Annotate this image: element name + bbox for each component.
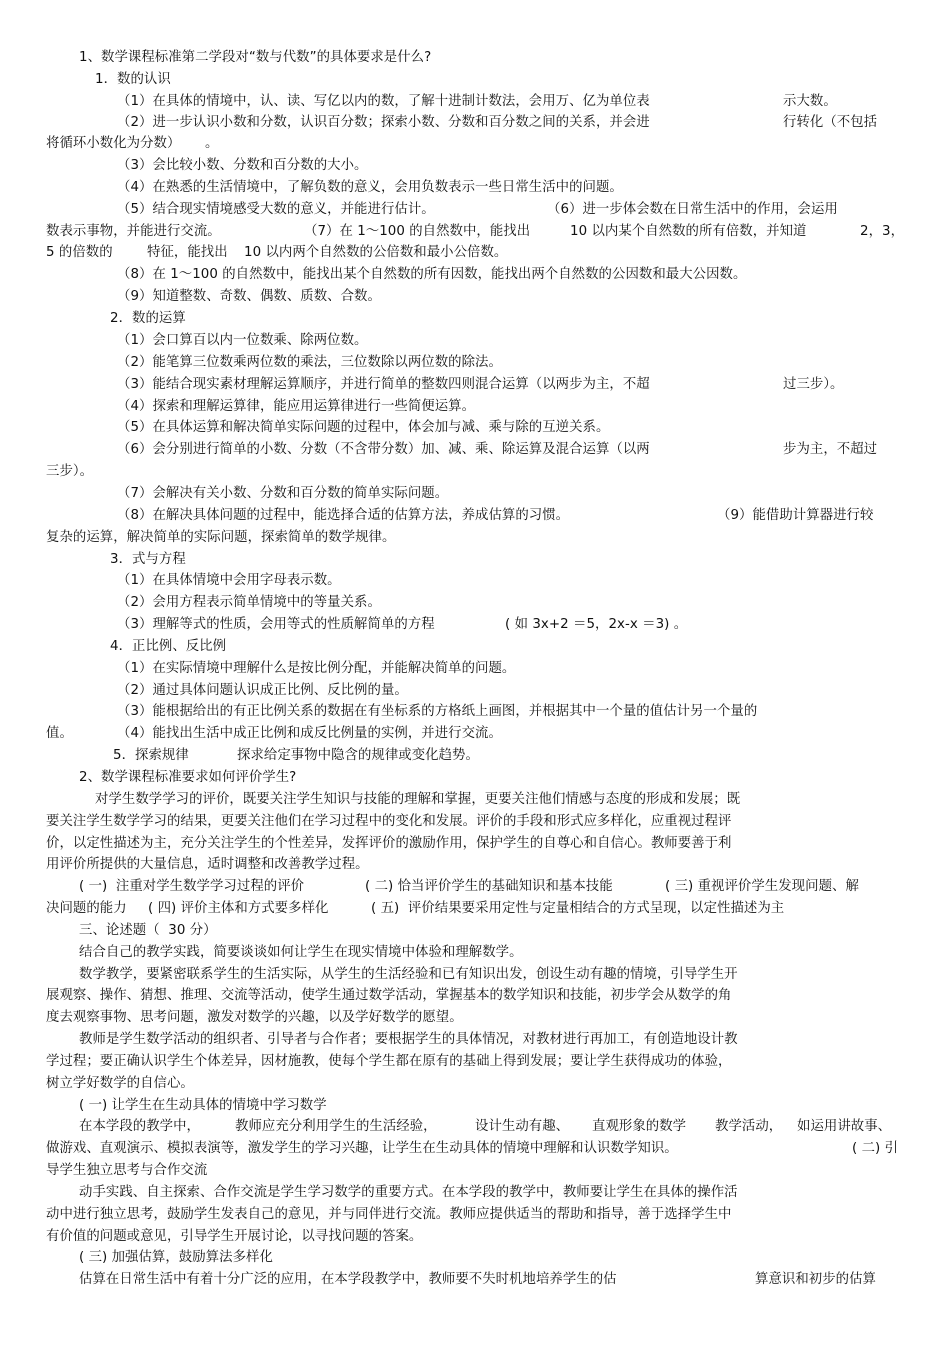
text-line: 如运用讲故事、 <box>797 1119 892 1134</box>
text-line: （7）在 1～100 的自然数中，能找出 <box>304 224 531 239</box>
text-line: 直观形象的数学 <box>592 1119 687 1134</box>
text-line: 过三步）。 <box>783 377 844 392</box>
text-line: （2）能笔算三位数乘两位数的乘法，三位数除以两位数的除法。 <box>117 355 502 370</box>
text-line: 5 的倍数的 <box>46 245 113 260</box>
text-line: （2）会用方程表示简单情境中的等量关系。 <box>117 595 381 610</box>
text-line: （3）会比较小数、分数和百分数的大小。 <box>117 158 368 173</box>
text-line: 特征，能找出 <box>147 245 228 260</box>
paragraph-line: 教师是学生数学活动的组织者、引导者与合作者；要根据学生的具体情况，对教材进行再加工，有创造地设计教 <box>79 1032 738 1047</box>
section-heading: 三、论述题（ 30 分） <box>79 923 217 938</box>
text-line: 行转化（不包括 <box>783 115 878 130</box>
text-line: 值。 <box>46 726 73 741</box>
text-line: （2）进一步认识小数和分数，认识百分数；探索小数、分数和百分数之间的关系，并会进 <box>117 115 650 130</box>
text-line: 数表示事物，并能进行交流。 <box>46 224 221 239</box>
text-line: （1）会口算百以内一位数乘、除两位数。 <box>117 333 368 348</box>
text-line: 设计生动有趣、 <box>475 1119 570 1134</box>
text-line: （8）在解决具体问题的过程中，能选择合适的估算方法，养成估算的习惯。 <box>117 508 570 523</box>
text-line: （3）理解等式的性质，会用等式的性质解简单的方程 <box>117 617 435 632</box>
text-line: ( 五) 评价结果要采用定性与定量相结合的方式呈现，以定性描述为主 <box>371 901 785 916</box>
text-line: 步为主，不超过 <box>783 442 878 457</box>
paragraph-line: 学过程；要正确认识学生个体差异，因材施教，使每个学生都在原有的基础上得到发展；要让学生获得成功的体验， <box>46 1054 732 1069</box>
text-line: ( 如 3x+2 ＝5，2x-x ＝3) 。 <box>505 617 688 632</box>
text-line: 决问题的能力 <box>46 901 127 916</box>
paragraph-line: 数学教学，要紧密联系学生的生活实际，从学生的生活经验和已有知识出发，创设生动有趣的情境，引导学生开 <box>79 967 738 982</box>
text-line: 算意识和初步的估算 <box>755 1272 876 1287</box>
section-heading: 1．数的认识 <box>95 72 171 87</box>
text-line: 10 以内两个自然数的公倍数和最小公倍数。 <box>244 245 508 260</box>
text-line: ( 二) 引 <box>852 1141 899 1156</box>
section-heading: 5．探索规律 <box>113 748 189 763</box>
text-line: 教学活动， <box>715 1119 783 1134</box>
text-line: ( 三) 重视评价学生发现问题、解 <box>665 879 859 894</box>
text-line: 。 <box>205 136 219 151</box>
text-line: （1）在具体的情境中，认、读、写亿以内的数，了解十进制计数法，会用万、亿为单位表 <box>117 94 650 109</box>
text-line: 将循环小数化为分数） <box>46 136 181 151</box>
text-line: ( 四) 评价主体和方式要多样化 <box>148 901 329 916</box>
text-line: ( 二) 恰当评价学生的基础知识和基本技能 <box>365 879 613 894</box>
section-heading: ( 一) 让学生在生动具体的情境中学习数学 <box>79 1098 327 1113</box>
paragraph-line: 用评价所提供的大量信息，适时调整和改善教学过程。 <box>46 857 369 872</box>
text-line: 估算在日常生活中有着十分广泛的应用，在本学段教学中，教师要不失时机地培养学生的估 <box>79 1272 617 1287</box>
paragraph-line: 展观察、操作、猜想、推理、交流等活动，使学生通过数学活动，掌握基本的数学知识和技能，初步学会从数学的角 <box>46 988 732 1003</box>
section-heading: 导学生独立思考与合作交流 <box>46 1163 208 1178</box>
paragraph-line: 对学生数学学习的评价，既要关注学生知识与技能的理解和掌握，更要关注他们情感与态度的形成和发展；既 <box>95 792 741 807</box>
text-line: （6）进一步体会数在日常生活中的作用，会运用 <box>547 202 838 217</box>
text-line: （1）在实际情境中理解什么是按比例分配，并能解决简单的问题。 <box>117 661 516 676</box>
question-1-heading: 1、数学课程标准第二学段对“数与代数”的具体要求是什么? <box>79 50 432 65</box>
section-heading: ( 三) 加强估算，鼓励算法多样化 <box>79 1250 273 1265</box>
text-line: 三步）。 <box>46 464 94 479</box>
text-line: （8）在 1～100 的自然数中，能找出某个自然数的所有因数，能找出两个自然数的公因数和最大公因数。 <box>117 267 747 282</box>
text-line: 在本学段的教学中， <box>79 1119 200 1134</box>
text-line: （5）结合现实情境感受大数的意义，并能进行估计。 <box>117 202 435 217</box>
paragraph-line: 树立学好数学的自信心。 <box>46 1076 194 1091</box>
text-line: （3）能结合现实素材理解运算顺序，并进行简单的整数四则混合运算（以两步为主，不超 <box>117 377 650 392</box>
text-line: （4）能找出生活中成正比例和成反比例量的实例，并进行交流。 <box>117 726 502 741</box>
text-line: 做游戏、直观演示、模拟表演等，激发学生的学习兴趣，让学生在生动具体的情境中理解和认识数学知识。 <box>46 1141 678 1156</box>
text-line: 教师应充分利用学生的生活经验， <box>235 1119 437 1134</box>
text-line: 10 以内某个自然数的所有倍数，并知道 <box>570 224 807 239</box>
text-line: （7）会解决有关小数、分数和百分数的简单实际问题。 <box>117 486 449 501</box>
paragraph-line: 要关注学生数学学习的结果，更要关注他们在学习过程中的变化和发展。评价的手段和形式应多样化，应重视过程评 <box>46 814 732 829</box>
text-line: ( 一) 注重对学生数学学习过程的评价 <box>79 879 305 894</box>
text-line: 探求给定事物中隐含的规律或变化趋势。 <box>237 748 479 763</box>
section-heading: 2．数的运算 <box>110 311 186 326</box>
section-heading: 4．正比例、反比例 <box>110 639 227 654</box>
paragraph-line: 动中进行独立思考，鼓励学生发表自己的意见，并与同伴进行交流。教师应提供适当的帮助和指导，善于选择学生中 <box>46 1207 732 1222</box>
text-line: （4）探索和理解运算律，能应用运算律进行一些简便运算。 <box>117 399 476 414</box>
text-line: （5）在具体运算和解决简单实际问题的过程中，体会加与减、乘与除的互逆关系。 <box>117 420 610 435</box>
paragraph-line: 度去观察事物、思考问题，激发对数学的兴趣，以及学好数学的愿望。 <box>46 1010 463 1025</box>
text-line: （4）在熟悉的生活情境中，了解负数的意义，会用负数表示一些日常生活中的问题。 <box>117 180 623 195</box>
text-line: （6）会分别进行简单的小数、分数（不含带分数）加、减、乘、除运算及混合运算（以两 <box>117 442 650 457</box>
text-line: （9）能借助计算器进行较 <box>717 508 874 523</box>
text-line: 2，3， <box>860 224 905 239</box>
text-line: （2）通过具体问题认识成正比例、反比例的量。 <box>117 683 408 698</box>
text-line: 示大数。 <box>783 94 837 109</box>
paragraph-line: 有价值的问题或意见，引导学生开展讨论，以寻找问题的答案。 <box>46 1229 423 1244</box>
question-2-heading: 2、数学课程标准要求如何评价学生? <box>79 770 297 785</box>
text-line: （9）知道整数、奇数、偶数、质数、合数。 <box>117 289 381 304</box>
section-heading: 3．式与方程 <box>110 552 186 567</box>
text-line: （1）在具体情境中会用字母表示数。 <box>117 573 341 588</box>
text-line: 结合自己的教学实践，简要谈谈如何让学生在现实情境中体验和理解数学。 <box>79 945 523 960</box>
paragraph-line: 动手实践、自主探索、合作交流是学生学习数学的重要方式。在本学段的教学中，教师要让学生在具体的操作活 <box>79 1185 738 1200</box>
paragraph-line: 价，以定性描述为主，充分关注学生的个性差异，发挥评价的激励作用，保护学生的自尊心和自信心。教师要善于利 <box>46 836 732 851</box>
text-line: （3）能根据给出的有正比例关系的数据在有坐标系的方格纸上画图，并根据其中一个量的值估计另一个量的 <box>117 704 758 719</box>
text-line: 复杂的运算，解决简单的实际问题，探索简单的数学规律。 <box>46 530 396 545</box>
